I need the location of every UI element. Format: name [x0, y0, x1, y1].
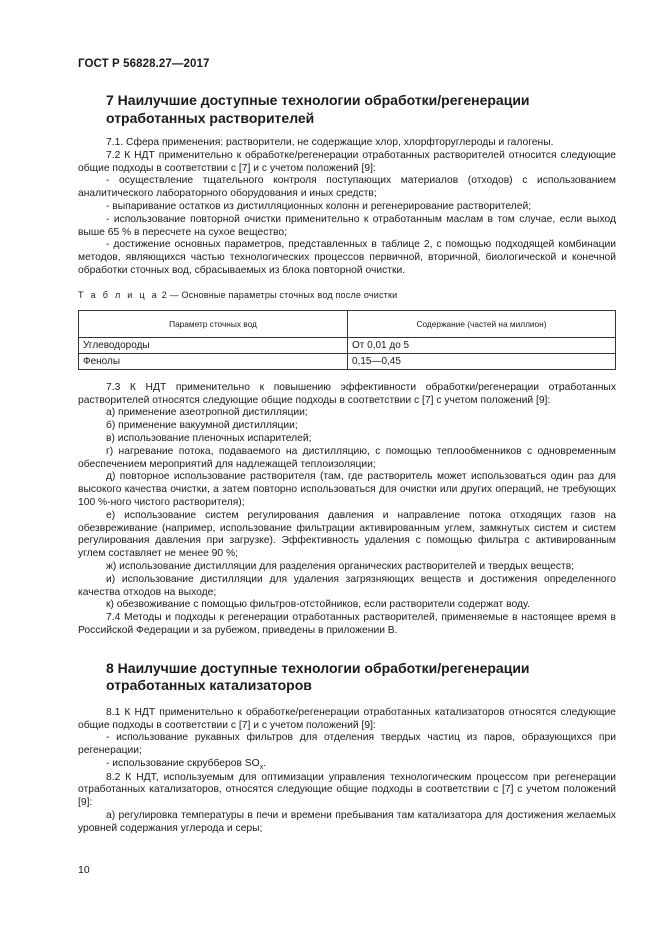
list-item: в) использование пленочных испарителей;: [106, 432, 312, 444]
list-item: а) применение азеотропной дистилляции;: [106, 407, 308, 419]
section-7-heading: 7 Наилучшие доступные технологии обработки/регенерации отработанных растворителей: [106, 92, 530, 126]
section-8-heading: 8 Наилучшие доступные технологии обработки/регенерации отработанных катализаторов: [106, 659, 530, 694]
page-content: [78, 92, 616, 836]
list-item: ж) использование дистилляции для разделения органических растворителей и твердых веществ;: [106, 560, 575, 572]
table-caption-text: 2 — Основные параметры сточных вод после очистки: [161, 289, 398, 300]
scrubber-period: .: [263, 757, 267, 769]
list-item-scrubbers: [78, 758, 616, 772]
table-cell: Фенолы: [79, 353, 348, 369]
list-item: д) повторное использование растворителя (там, где растворитель может использоваться один раз для высокого качества очистки, а затем повторно использоваться для очистки или других операций, не требующих 100 %-ного чистого растворителя);: [78, 471, 616, 508]
paragraph-7-1: 7.1. Сфера применения: растворители, не содержащие хлор, хлорфторуглероды и галогены.: [106, 137, 554, 148]
table-cell: От 0,01 до 5: [348, 337, 616, 353]
table-row: [79, 337, 616, 353]
scrubber-text: - использование скрубберов SO: [106, 757, 260, 769]
table-caption-label: Т а б л и ц а: [78, 289, 159, 300]
table-row: [79, 353, 616, 369]
list-item: е) использование систем регулирования давления и направление потока отходящих газов на обезвреживание (например, использование фильтрации активированным углем, замкнутых систем и систем регулирования давления при загрузке). Эффективность удаления с помощью фильтра с активированным углем составляет не менее 90 %;: [78, 509, 616, 560]
list-item: - использование повторной очистки применительно к отработанным маслам в том случае, если выход выше 65 % в пересчете на сухое вещество;: [78, 213, 616, 238]
list-item: - использование рукавных фильтров для отделения твердых частиц из паров, образующихся при регенерации;: [78, 732, 616, 757]
wastewater-parameters-table: [78, 310, 616, 370]
list-item: - достижение основных параметров, представленных в таблице 2, с помощью подходящей комбинации методов, являющихся частью технологических процессов первичной, вторичной, биологической и конечной обработки сточных вод, сбрасываемых из блока повторной очистки.: [78, 239, 616, 276]
column-header-parameter: Параметр сточных вод: [79, 310, 348, 337]
list-item: и) использование дистилляции для удаления загрязняющих веществ и достижения определенного качества отходов на выходе;: [78, 573, 616, 598]
paragraph-7-2: 7.2 К НДТ применительно к обработке/регенерации отработанных растворителей относится следующие общие подходы в соответствии с [7] и с учетом положений [9]:: [78, 149, 616, 174]
page-number: 10: [78, 864, 90, 876]
subscript-x: x: [259, 763, 264, 771]
table-header-row: [79, 310, 616, 337]
column-header-content: Содержание (частей на миллион): [348, 310, 616, 337]
paragraph-7-4: 7.4 Методы и подходы к регенерации отработанных растворителей, применяемые в настоящее время в Российской Федерации и за рубежом, приведены в приложении В.: [78, 612, 616, 636]
list-item: б) применение вакуумной дистилляции;: [106, 420, 298, 432]
table-cell: 0,15—0,45: [348, 353, 616, 369]
table-cell: Углеводороды: [79, 337, 348, 353]
list-item: - выпаривание остатков из дистилляционных колонн и регенерирование растворителей;: [106, 200, 532, 212]
document-header: ГОСТ Р 56828.27—2017: [78, 58, 210, 70]
paragraph-7-3: 7.3 К НДТ применительно к повышению эффективности обработки/регенерации отработанных растворителей относятся следующие общие подходы в соответствии с [7] с учетом положений [9]:: [78, 381, 616, 406]
table-caption: [78, 290, 616, 300]
list-item: к) обезвоживание с помощью фильтров-отстойников, если растворители содержат воду.: [106, 599, 530, 611]
list-item: г) нагревание потока, подаваемого на дистилляцию, с помощью теплообменников с одновременным обеспечением мероприятий для надлежащей теплоизоляции;: [78, 445, 616, 470]
list-item: а) регулировка температуры в печи и времени пребывания там катализатора для достижения желаемых уровней содержания углерода и серы;: [78, 810, 616, 834]
paragraph-8-2: 8.2 К НДТ, используемым для оптимизации управления технологическим процессом при регенерации отработанных катализаторов, относятся следующие общие подходы в соответствии с [7] с учетом положений [9]:: [78, 771, 616, 809]
paragraph-8-1: 8.1 К НДТ применительно к обработке/регенерации отработанных катализаторов относятся следующие общие подходы в соответствии с [7] и с учетом положений [9]:: [78, 706, 616, 731]
list-item: - осуществление тщательного контроля поступающих материалов (отходов) с использованием аналитического лабораторного оборудования и иных средств;: [78, 175, 616, 200]
